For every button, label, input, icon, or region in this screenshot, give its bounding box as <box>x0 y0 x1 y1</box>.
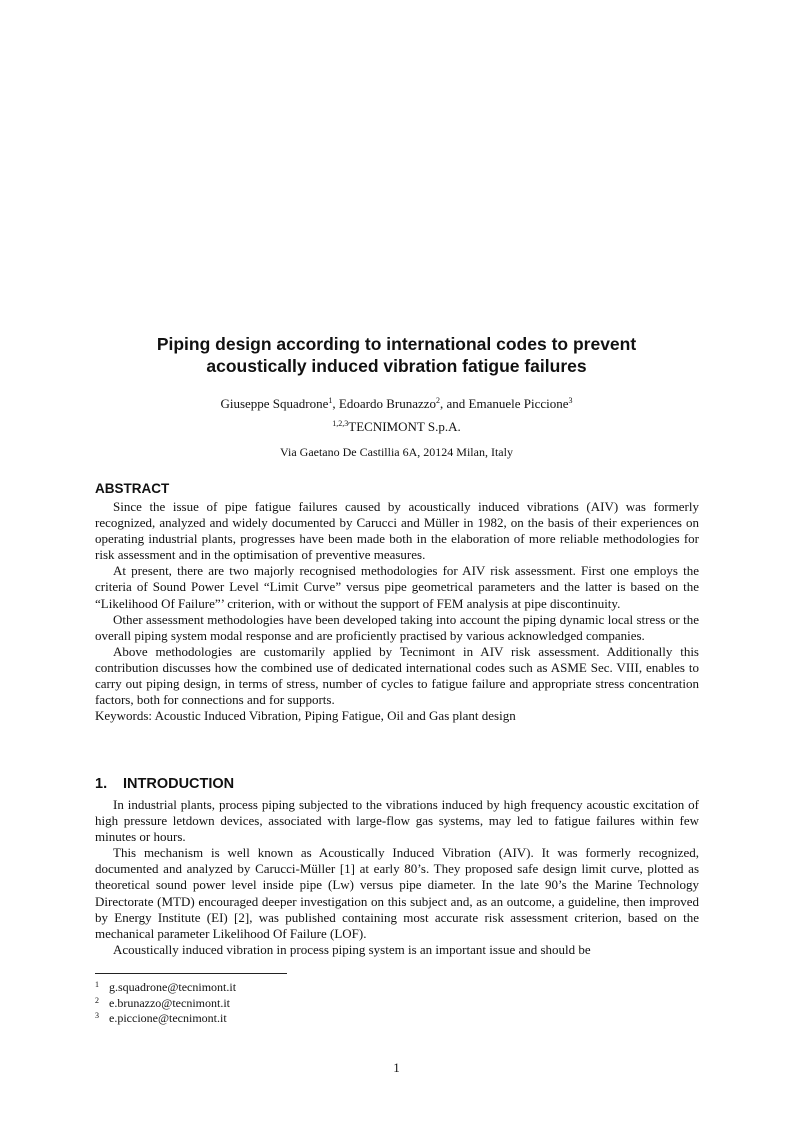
footnote: $^2$ e.brunazzo@tecnimont.it <box>95 995 231 1010</box>
author-name: Edoardo Brunazzo <box>338 396 437 411</box>
body-paragraph: In industrial plants, process piping subjected to the vibrations induced by high frequency acoustic excitation of high pressure letdown devices, associated with large-flow gas systems, may led to fatigue failures within few minutes or hours. <box>95 797 699 845</box>
title-line-1: Piping design according to international codes to prevent <box>156 334 637 354</box>
abstract-paragraph: Above methodologies are customarily applied by Tecnimont in AIV risk assessment. Additionally this contribution discusses how the combined use of dedicated international codes such as ASME Sec. VIII, enables to carry out piping design, in terms of stress, number of cycles to fatigue failure and appropriate stress concentration factors, both for connections and for supports. <box>95 643 699 708</box>
footnote: $^3$ e.piccione@tecnimont.it <box>95 1011 227 1025</box>
affiliation-marks: 1,2,3 <box>332 419 349 428</box>
abstract-paragraph: Other assessment methodologies have been developed taking into account the piping dynamic local stress or the overall piping system modal response and are proficiently practised by various acknowledged companies. <box>95 611 699 643</box>
author-mark: 1 <box>328 396 333 405</box>
section-number: 1. <box>95 776 108 792</box>
footnote-email: e.brunazzo@tecnimont.it <box>109 995 231 1010</box>
keywords: Keywords: Acoustic Induced Vibration, Piping Fatigue, Oil and Gas plant design <box>95 708 516 724</box>
paper-title <box>0 333 793 377</box>
author-separator: , and <box>440 396 469 411</box>
author-list <box>0 396 793 412</box>
abstract-heading: ABSTRACT <box>95 481 170 496</box>
introduction-body <box>95 797 699 958</box>
footnote-email: g.squadrone@tecnimont.it <box>109 980 237 994</box>
section-title: INTRODUCTION <box>123 776 235 792</box>
abstract-body <box>95 499 699 724</box>
page-number: 1 <box>393 1060 400 1075</box>
body-paragraph: This mechanism is well known as Acoustically Induced Vibration (AIV). It was formerly recognized, documented and analyzed by Carucci-Müller [1] at early 80’s. They proposed safe design limit curve, plotted as theoretical sound power level inside pipe (Lw) versus pipe diameter. In the late 90’s the Marine Technology Directorate (MTD) encouraged deeper investigation on this subject and, as an outcome, a guideline, then improved by Energy Institute (EI) [2], was published containing most accurate risk assessment criterion, based on the mechanical parameter Likelihood Of Failure (LOF). <box>95 845 699 941</box>
author-name: Emanuele Piccione <box>468 396 569 411</box>
footnote: $^1$ g.squadrone@tecnimont.it <box>95 980 237 994</box>
author-mark: 3 <box>568 396 573 405</box>
section-heading-introduction <box>95 776 234 792</box>
abstract-paragraph: At present, there are two majorly recognised methodologies for AIV risk assessment. First one employs the criteria of Sound Power Level “Limit Curve” versus pipe geometrical parameters and the latter is based on the “Likelihood Of Failure”’ criterion, with or without the support of FEM analysis at pipe discontinuity. <box>95 563 699 611</box>
footnote-divider <box>95 973 287 974</box>
affiliation <box>0 419 793 435</box>
footnote-email: e.piccione@tecnimont.it <box>109 1011 227 1025</box>
author-name: Giuseppe Squadrone <box>220 396 329 411</box>
abstract-paragraph: Since the issue of pipe fatigue failures caused by acoustically induced vibrations (AIV) was formerly recognized, analyzed and widely documented by Carucci and Müller in 1982, on the basis of their experiences on operating industrial plants, progresses have been made both in the elaboration of more reliable methodologies for risk assessment and in the optimisation of preventive measures. <box>95 499 699 563</box>
author-mark: 2 <box>436 396 441 405</box>
author-separator: , <box>332 396 339 411</box>
footnotes <box>95 980 236 1027</box>
title-line-2: acoustically induced vibration fatigue failures <box>206 356 587 376</box>
affiliation-address: Via Gaetano De Castillia 6A, 20124 Milan, Italy <box>280 445 513 459</box>
body-paragraph: Acoustically induced vibration in process piping system is an important issue and should be <box>113 941 591 957</box>
affiliation-name: TECNIMONT S.p.A. <box>348 419 461 434</box>
